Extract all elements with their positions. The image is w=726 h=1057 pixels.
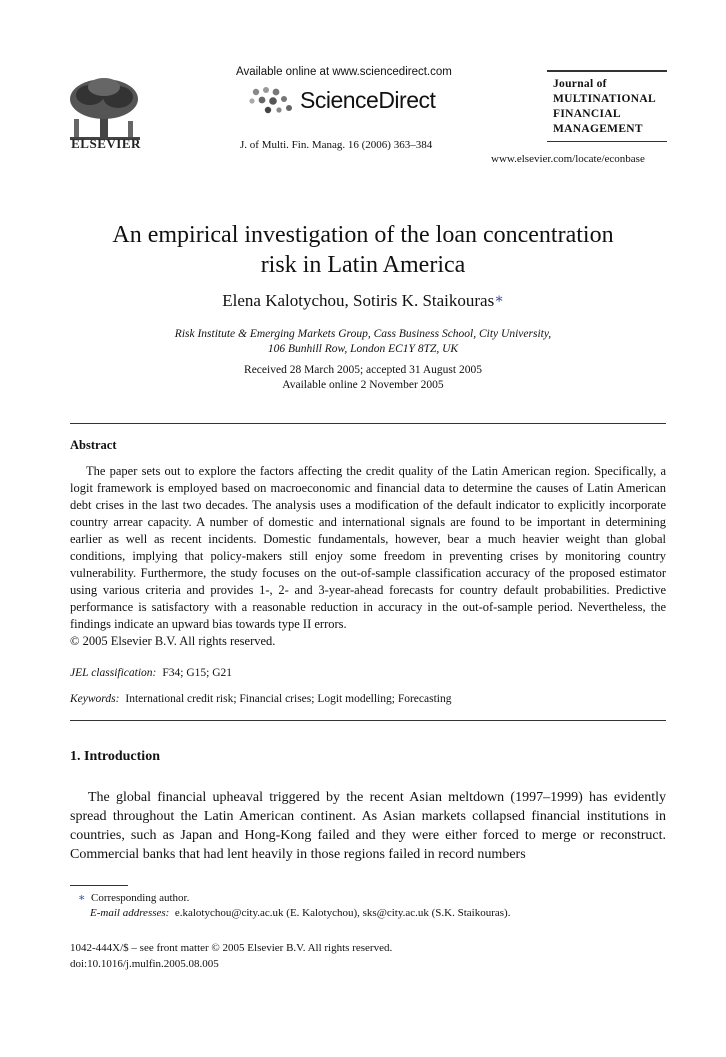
jel-value: F34; G15; G21 bbox=[162, 667, 233, 679]
abstract-heading: Abstract bbox=[70, 438, 117, 452]
journal-title-line: FINANCIAL bbox=[553, 108, 621, 120]
journal-title-line: MULTINATIONAL bbox=[553, 93, 656, 105]
jel-label: JEL classification: bbox=[70, 667, 157, 679]
abstract-copyright: © 2005 Elsevier B.V. All rights reserved. bbox=[70, 634, 276, 648]
introduction-text: The global financial upheaval triggered by the recent Asian meltdown (1997–1999) has evidently spread throughout the Latin American continent. As Asian markets collapsed financial institutions in countries, such as Japan and Hong-Kong failed and they were either forced to merge or reconstruct. Commercial banks that had lent heavily in those regions failed in record numbers bbox=[70, 790, 666, 862]
article-dates bbox=[40, 363, 686, 393]
article-title bbox=[40, 220, 686, 280]
footnote-emails bbox=[90, 907, 510, 919]
footnote-corresponding bbox=[78, 891, 189, 904]
sciencedirect-wordmark: ScienceDirect bbox=[300, 87, 436, 113]
section-heading-introduction: 1. Introduction bbox=[70, 749, 160, 764]
email-label: E-mail addresses: bbox=[90, 907, 170, 919]
divider bbox=[70, 423, 666, 424]
author-list bbox=[40, 291, 686, 311]
journal-citation: J. of Multi. Fin. Manag. 16 (2006) 363–384 bbox=[240, 139, 433, 151]
journal-masthead bbox=[547, 70, 667, 142]
authors-text: Elena Kalotychou, Sotiris K. Staikouras bbox=[222, 291, 495, 310]
affiliation-line: 106 Bunhill Row, London EC1Y 8TZ, UK bbox=[267, 343, 459, 355]
footnote-text: Corresponding author. bbox=[90, 892, 190, 904]
divider bbox=[70, 720, 666, 721]
received-date: Received 28 March 2005; accepted 31 August 2005 bbox=[244, 364, 482, 376]
email-addresses[interactable]: e.kalotychou@city.ac.uk (E. Kalotychou), sks@city.ac.uk (S.K. Staikouras). bbox=[174, 907, 511, 919]
doi-link[interactable]: doi:10.1016/j.mulfin.2005.08.005 bbox=[70, 958, 219, 970]
affiliation-line: Risk Institute & Emerging Markets Group, Cass Business School, City University, bbox=[174, 328, 552, 340]
affiliation bbox=[40, 327, 686, 357]
keywords-value: International credit risk; Financial crises; Logit modelling; Forecasting bbox=[125, 693, 452, 705]
title-line: An empirical investigation of the loan concentration bbox=[112, 222, 614, 248]
journal-title-line: Journal of bbox=[553, 78, 607, 90]
footnote-rule bbox=[70, 885, 128, 886]
abstract-text: The paper sets out to explore the factors affecting the credit quality of the Latin American region. Specifically, a logit framework is employed based on macroeconomic and financial data to determine the causes of Latin American debt crises in the last two decades. The analysis uses a modification of the default indicator to explicitly incorporate country arrear capacity. A number of domestic and international signals are found to be important in determining earlier as well as recent incidents. Domestic fundamentals, however, bear a much heavier weight than global conditions, implying that policy-makers still enjoy some freedom in preventing crises by monitoring country vulnerability. Furthermore, the study focuses on the out-of-sample classification accuracy of the proposed estimator using various criteria and provides 1-, 2- and 3-year-ahead forecasts for country default probabilities. Predictive performance is satisfactory with a reasonable reduction in accuracy in the out-of-sample period. Nevertheless, the findings indicate an upward bias towards type II errors. bbox=[70, 464, 666, 631]
title-line: risk in Latin America bbox=[260, 252, 466, 278]
footnote-mark: ∗ bbox=[78, 892, 86, 904]
introduction-body bbox=[70, 788, 666, 864]
publisher-name: ELSEVIER bbox=[71, 136, 141, 151]
available-online-text: Available online at www.sciencedirect.com bbox=[236, 66, 452, 78]
available-date: Available online 2 November 2005 bbox=[282, 379, 444, 391]
corresponding-author-link[interactable]: ∗ bbox=[494, 292, 504, 307]
sciencedirect-dots-icon bbox=[246, 84, 296, 116]
abstract-body bbox=[70, 463, 666, 650]
issn-line: 1042-444X/$ – see front matter © 2005 Elsevier B.V. All rights reserved. bbox=[70, 942, 393, 954]
keywords bbox=[70, 693, 451, 705]
keywords-label: Keywords: bbox=[70, 693, 120, 705]
journal-title-line: MANAGEMENT bbox=[553, 123, 643, 135]
journal-url-link[interactable]: www.elsevier.com/locate/econbase bbox=[491, 153, 645, 165]
jel-classification bbox=[70, 667, 232, 679]
